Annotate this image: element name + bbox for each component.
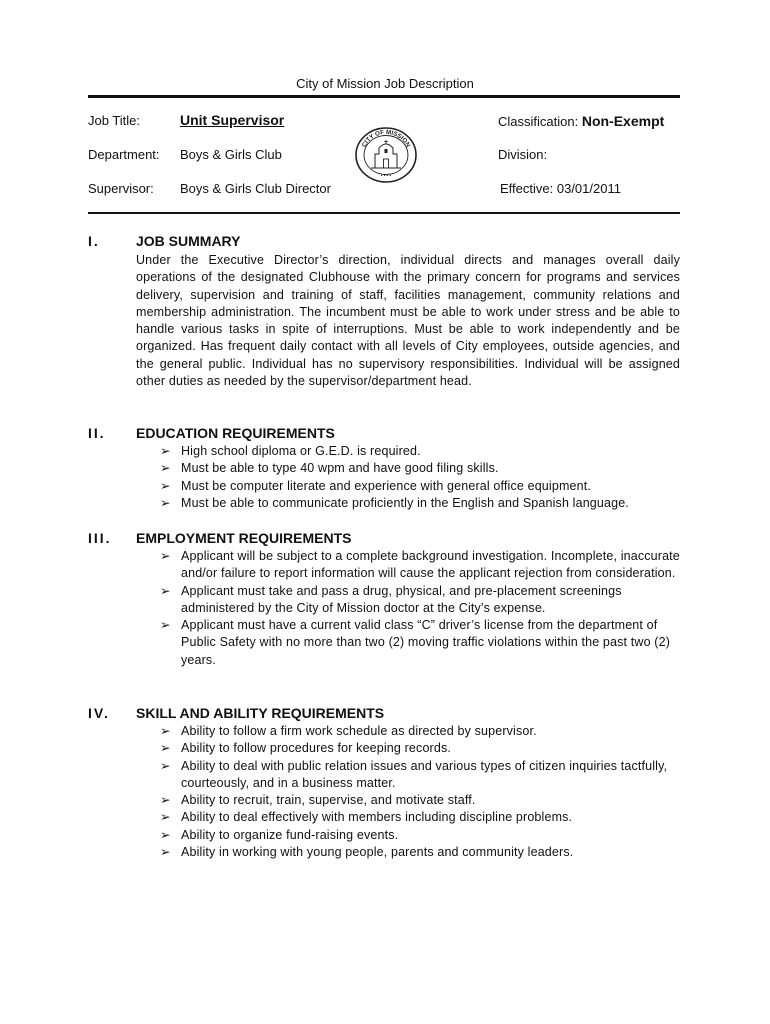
list-item-text: Ability in working with young people, parents and community leaders.	[181, 845, 574, 860]
list-item-text: Ability to deal with public relation issues and various types of citizen inquiries tactfully, courteously, and in a business matter.	[181, 758, 668, 790]
section-1-title: JOB SUMMARY	[136, 233, 241, 249]
supervisor-value: Boys & Girls Club Director	[180, 181, 331, 196]
list-item-text: Applicant must take and pass a drug, physical, and pre-placement screenings administered by the City of Mission doctor at the City’s expense.	[181, 583, 622, 615]
arrow-bullet-icon: ➢	[160, 444, 171, 458]
effective-value: 03/01/2011	[556, 181, 621, 196]
section-1-number: I.	[88, 233, 100, 249]
list-item	[160, 548, 680, 583]
arrow-bullet-icon: ➢	[160, 741, 171, 756]
section-3-number: III.	[88, 530, 112, 546]
section-2-title: EDUCATION REQUIREMENTS	[136, 425, 335, 441]
list-item	[160, 740, 680, 757]
supervisor-label: Supervisor:	[88, 181, 154, 196]
list-item-text: High school diploma or G.E.D. is required.	[181, 444, 421, 458]
arrow-bullet-icon: ➢	[160, 495, 171, 510]
list-item	[160, 460, 680, 477]
effective-row	[500, 181, 621, 196]
classification-value: Non-Exempt	[581, 113, 665, 129]
department-label: Department:	[88, 147, 160, 162]
list-item-text: Ability to follow a firm work schedule as directed by supervisor.	[181, 724, 537, 738]
arrow-bullet-icon: ➢	[160, 478, 171, 493]
arrow-bullet-icon: ➢	[160, 845, 171, 860]
list-item	[160, 792, 680, 809]
division-label: Division:	[498, 147, 548, 162]
section-4-number: IV.	[88, 705, 110, 721]
city-seal-icon	[353, 124, 419, 184]
section-4-title: SKILL AND ABILITY REQUIREMENTS	[136, 705, 385, 721]
education-list	[160, 443, 680, 512]
svg-text:• • • •: • • • •	[380, 173, 392, 178]
department-value: Boys & Girls Club	[180, 147, 282, 162]
classification-row	[498, 113, 664, 129]
header-bottom-rule	[88, 212, 680, 214]
arrow-bullet-icon: ➢	[160, 461, 171, 476]
list-item	[160, 809, 680, 826]
list-item-text: Ability to follow procedures for keeping records.	[181, 741, 451, 756]
skill-list	[160, 723, 680, 861]
list-item	[160, 583, 680, 618]
list-item-text: Ability to deal effectively with members including discipline problems.	[181, 810, 573, 825]
svg-text:CITY OF MISSION: CITY OF MISSION	[360, 128, 412, 149]
list-item	[160, 617, 680, 669]
employment-list	[160, 548, 680, 669]
arrow-bullet-icon: ➢	[160, 549, 171, 563]
classification-label: Classification:	[498, 114, 579, 129]
list-item	[160, 723, 680, 740]
section-2-number: II.	[88, 425, 106, 441]
list-item-text: Ability to organize fund-raising events.	[181, 827, 399, 842]
arrow-bullet-icon: ➢	[160, 793, 171, 808]
list-item-text: Must be computer literate and experience with general office equipment.	[181, 478, 591, 493]
list-item-text: Applicant will be subject to a complete background investigation. Incomplete, inaccurate and/or failure to report information will cause the applicant rejection from consideration.	[181, 549, 680, 581]
list-item-text: Ability to recruit, train, supervise, and motivate staff.	[181, 793, 476, 808]
arrow-bullet-icon: ➢	[160, 758, 171, 773]
list-item	[160, 758, 680, 793]
document-title: City of Mission Job Description	[296, 76, 474, 91]
list-item	[160, 827, 680, 844]
arrow-bullet-icon: ➢	[160, 827, 171, 842]
arrow-bullet-icon: ➢	[160, 724, 171, 738]
list-item-text: Applicant must have a current valid class “C” driver’s license from the department of Public Safety with no more than two (2) moving traffic violations within the past two (2) years.	[181, 618, 671, 667]
effective-label: Effective:	[500, 181, 554, 196]
arrow-bullet-icon: ➢	[160, 810, 171, 825]
job-title-label: Job Title:	[88, 113, 141, 128]
job-title-value: Unit Supervisor	[180, 112, 285, 128]
list-item	[160, 495, 680, 512]
list-item	[160, 478, 680, 495]
job-summary-paragraph: Under the Executive Director’s direction, individual directs and manages overall daily operations of the designated Clubhouse with the primary concern for programs and services delivery, supervision and training of staff, facilities management, community relations and membership administration. The incumbent must be able to work under stress and be able to handle various tasks in spite of interruptions. Must be able to work independently and be organized. Has frequent daily contact with all levels of City employees, outside agencies, and the general public. Individual has no supervisory responsibilities. Individual will be assigned other duties as needed by the supervisor/department head.	[136, 253, 680, 389]
header-top-rule	[88, 95, 680, 98]
list-item	[160, 844, 680, 861]
list-item-text: Must be able to communicate proficiently in the English and Spanish language.	[181, 495, 629, 510]
section-3-title: EMPLOYMENT REQUIREMENTS	[136, 530, 352, 546]
arrow-bullet-icon: ➢	[160, 583, 171, 598]
arrow-bullet-icon: ➢	[160, 618, 171, 633]
list-item	[160, 443, 680, 460]
list-item-text: Must be able to type 40 wpm and have good filing skills.	[181, 461, 499, 476]
